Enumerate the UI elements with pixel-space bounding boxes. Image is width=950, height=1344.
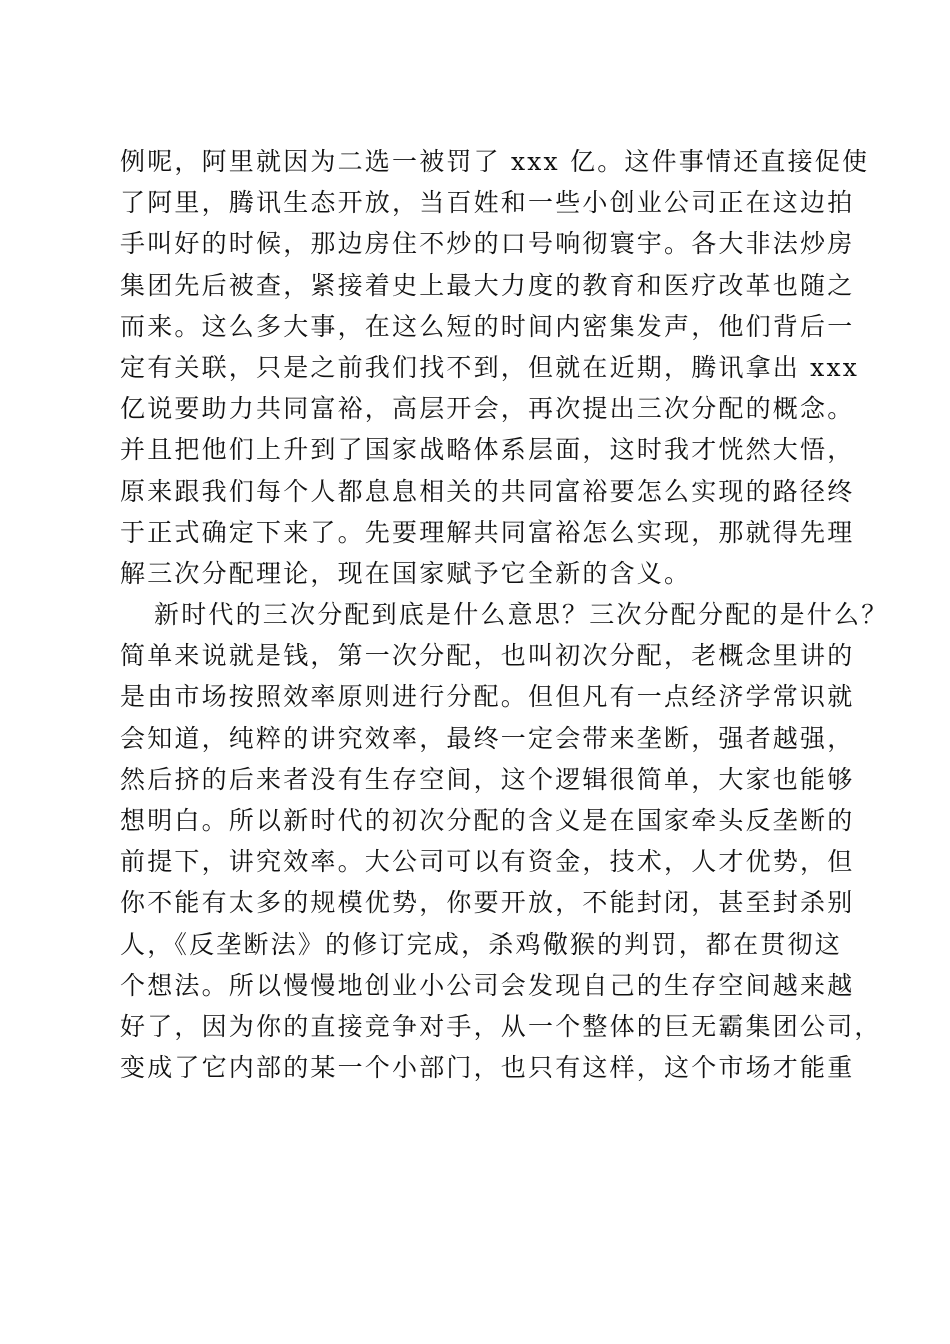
text-line: 然后挤的后来者没有生存空间，这个逻辑很简单，大家也能够 bbox=[120, 764, 855, 794]
text-line: 于正式确定下来了。先要理解共同富裕怎么实现，那就得先理 bbox=[120, 517, 855, 547]
text-line: 个想法。所以慢慢地创业小公司会发现自己的生存空间越来越 bbox=[120, 970, 855, 1000]
text-line: 前提下，讲究效率。大公司可以有资金，技术，人才优势，但 bbox=[120, 847, 855, 877]
text-line: 定有关联，只是之前我们找不到，但就在近期，腾讯拿出 xxx bbox=[120, 352, 860, 382]
text-line: 了阿里，腾讯生态开放，当百姓和一些小创业公司正在这边拍 bbox=[120, 188, 855, 218]
text-line: 你不能有太多的规模优势，你要开放，不能封闭，甚至封杀别 bbox=[120, 888, 855, 918]
text-line: 变成了它内部的某一个小部门，也只有这样，这个市场才能重 bbox=[120, 1053, 855, 1083]
text-line: 新时代的三次分配到底是什么意思？三次分配分配的是什么？ bbox=[154, 600, 889, 630]
text-line: 集团先后被查，紧接着史上最大力度的教育和医疗改革也随之 bbox=[120, 270, 855, 300]
text-line: 而来。这么多大事，在这么短的时间内密集发声，他们背后一 bbox=[120, 311, 855, 341]
text-line: 解三次分配理论，现在国家赋予它全新的含义。 bbox=[120, 558, 692, 588]
paragraph-2 bbox=[120, 594, 889, 1088]
text-line: 简单来说就是钱，第一次分配，也叫初次分配，老概念里讲的 bbox=[120, 641, 855, 671]
text-line: 是由市场按照效率原则进行分配。但但凡有一点经济学常识就 bbox=[120, 682, 855, 712]
text-line: 并且把他们上升到了国家战略体系层面，这时我才恍然大悟， bbox=[120, 435, 855, 465]
text-line: 想明白。所以新时代的初次分配的含义是在国家牵头反垄断的 bbox=[120, 806, 855, 835]
text-line: 例呢，阿里就因为二选一被罚了 xxx 亿。这件事情还直接促使 bbox=[120, 147, 870, 176]
text-line: 好了，因为你的直接竞争对手，从一个整体的巨无霸集团公司， bbox=[120, 1011, 882, 1041]
text-line: 手叫好的时候，那边房住不炒的口号响彻寰宇。各大非法炒房 bbox=[120, 229, 855, 259]
text-line: 会知道，纯粹的讲究效率，最终一定会带来垄断，强者越强， bbox=[120, 723, 855, 753]
document-body bbox=[120, 141, 889, 1088]
paragraph-1 bbox=[120, 141, 870, 594]
text-line: 亿说要助力共同富裕，高层开会，再次提出三次分配的概念。 bbox=[120, 394, 855, 424]
text-line: 原来跟我们每个人都息息相关的共同富裕要怎么实现的路径终 bbox=[120, 476, 855, 506]
text-line: 人，《反垄断法》的修订完成，杀鸡儆猴的判罚，都在贯彻这 bbox=[120, 929, 842, 959]
